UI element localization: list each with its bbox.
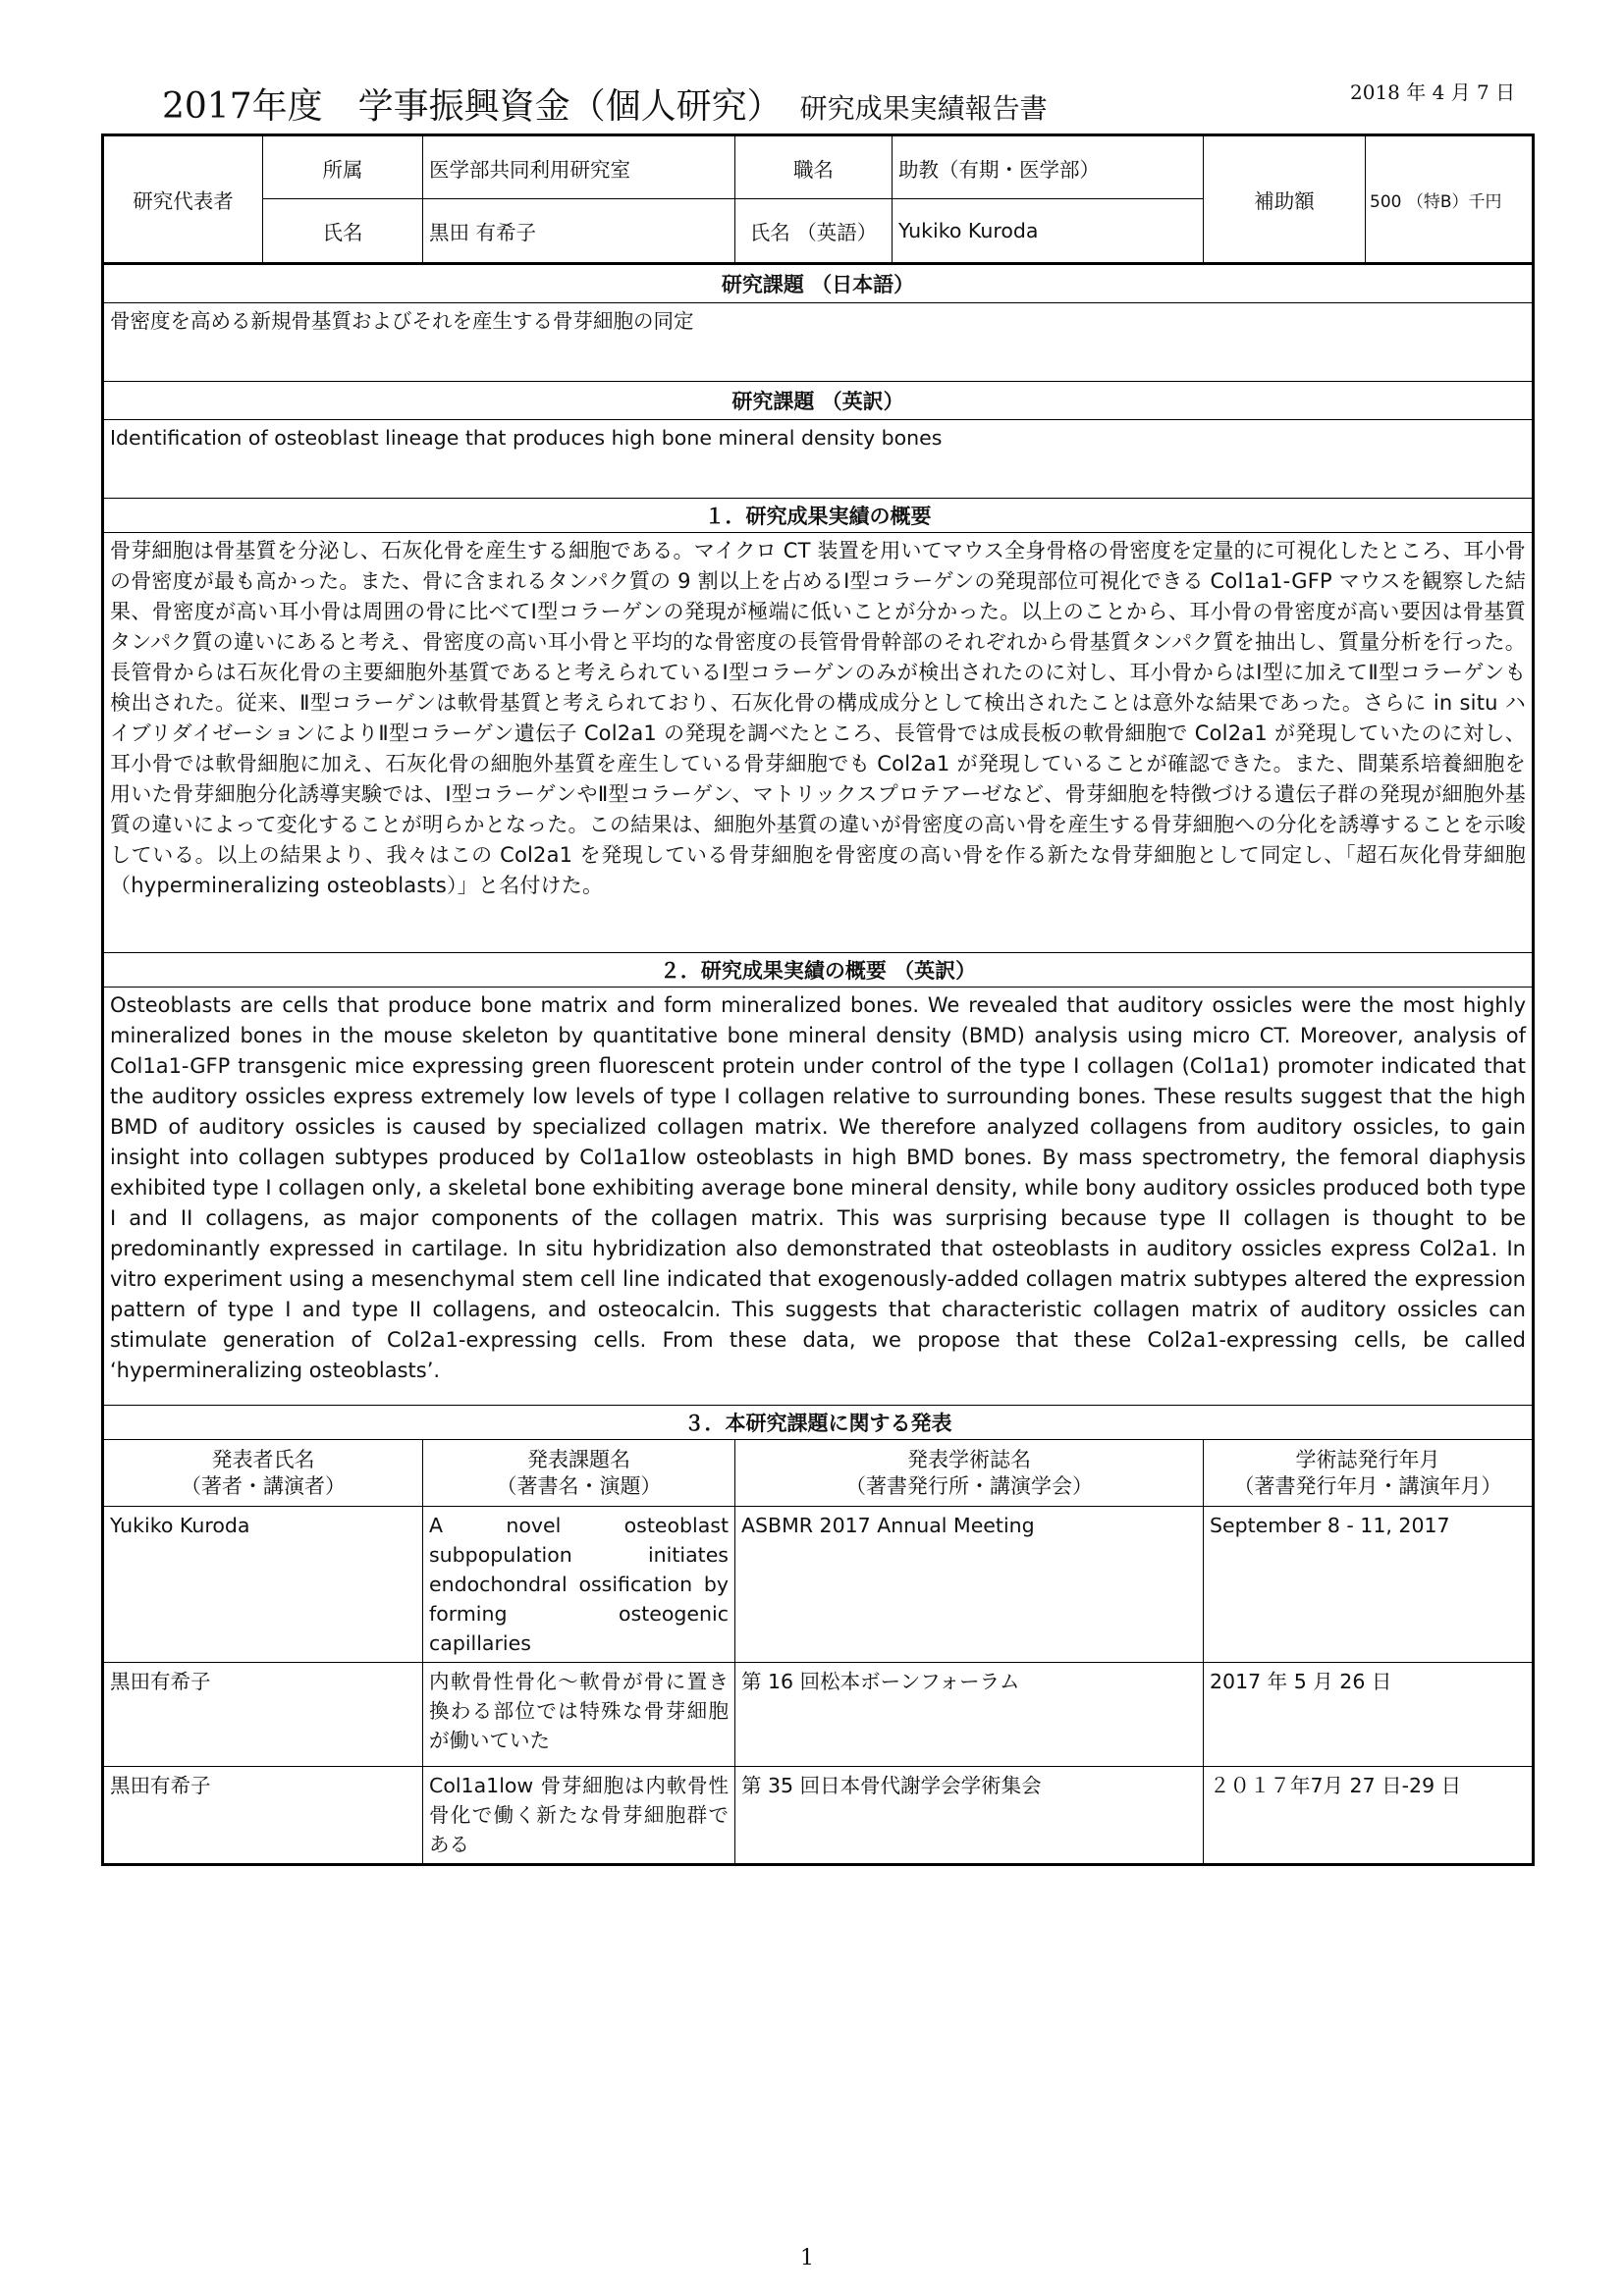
pub-row-2-venue: 第 16 回松本ボーンフォーラム [735, 1663, 1204, 1767]
affiliation-label: 所属 [263, 135, 423, 199]
topic-en-header: 研究課題 （英訳） [103, 382, 1534, 420]
title-sub: 研究成果実績報告書 [799, 92, 1048, 125]
grant-value: 500 （特B）千円 [1366, 135, 1534, 264]
document-title [162, 79, 1048, 129]
pub-row-3-presenter: 黒田有希子 [103, 1767, 423, 1865]
summary-ja-text: 骨芽細胞は骨基質を分泌し、石灰化骨を産生する細胞である。マイクロ CT 装置を用いてマウス全身骨格の骨密度を定量的に可視化したところ、耳小骨の骨密度が最も高かった。また、骨に含まれるタンパク質の 9 割以上を占めるⅠ型コラーゲンの発現部位可視化できる Col1a1-GFP マウスを観察した結果、骨密度が高い耳小骨は周囲の骨に比べてⅠ型コラーゲンの発現が極端に低いことが分かった。以上のことから、耳小骨の骨密度が高い要因は骨基質タンパク質の違いにあると考え、骨密度の高い耳小骨と平均的な骨密度の長管骨骨幹部のそれぞれから骨基質タンパク質を抽出し、質量分析を行った。長管骨からは石灰化骨の主要細胞外基質であると考えられているⅠ型コラーゲンのみが検出されたのに対し、耳小骨からはⅠ型に加えてⅡ型コラーゲンも検出された。従来、Ⅱ型コラーゲンは軟骨基質と考えられており、石灰化骨の構成成分として検出されたことは意外な結果であった。さらに in situ ハイブリダイゼーションによりⅡ型コラーゲン遺伝子 Col2a1 の発現を調べたところ、長管骨では成長板の軟骨細胞で Col2a1 が発現していたのに対し、耳小骨では軟骨細胞に加え、石灰化骨の細胞外基質を産生している骨芽細胞でも Col2a1 が発現していることが確認できた。また、間葉系培養細胞を用いた骨芽細胞分化誘導実験では、Ⅰ型コラーゲンやⅡ型コラーゲン、マトリックスプロテアーゼなど、骨芽細胞を特徴づける遺伝子群の発現が細胞外基質の違いによって変化することが明らかとなった。この結果は、細胞外基質の違いが骨密度の高い骨を産生する骨芽細胞への分化を誘導することを示唆している。以上の結果より、我々はこの Col2a1 を発現している骨芽細胞を骨密度の高い骨を作る新たな骨芽細胞として同定し、「超石灰化骨芽細胞（hypermineralizing osteoblasts）」と名付けた。 [103, 533, 1534, 953]
pub-row-2-date: 2017 年 5 月 26 日 [1204, 1663, 1534, 1767]
topic-ja-text: 骨密度を高める新規骨基質およびそれを産生する骨芽細胞の同定 [103, 303, 1534, 382]
summary-en-text: Osteoblasts are cells that produce bone matrix and form mineralized bones. We revealed that auditory ossicles were the most highly mineralized bones in the mouse skeleton by quantitative bone mineral density (BMD) analysis using micro CT. Moreover, analysis of Col1a1-GFP transgenic mice expressing green fluorescent protein under control of the type I collagen (Col1a1) promoter indicated that the auditory ossicles express extremely low levels of type I collagen relative to surrounding bones. These results suggest that the high BMD of auditory ossicles is caused by specialized collagen matrix. We therefore analyzed collagens from auditory ossicles, to gain insight into collagen subtypes produced by Col1a1low osteoblasts in high BMD bones. By mass spectrometry, the femoral diaphysis exhibited type I collagen only, a skeletal bone exhibiting average bone mineral density, while bony auditory ossicles produced both type I and II collagens, as major components of the collagen matrix. This was surprising because type II collagen is thought to be predominantly expressed in cartilage. In situ hybridization also demonstrated that osteoblasts in auditory ossicles express Col2a1. In vitro experiment using a mesenchymal stem cell line indicated that exogenously-added collagen matrix subtypes altered the expression pattern of type I and type II collagens, and osteocalcin. This suggests that characteristic collagen matrix of auditory ossicles can stimulate generation of Col2a1-expressing cells. From these data, we propose that these Col2a1-expressing cells, be called ‘hypermineralizing osteoblasts’. [103, 988, 1534, 1406]
pub-row-1-venue: ASBMR 2017 Annual Meeting [735, 1507, 1204, 1663]
publications-header: ３．本研究課題に関する発表 [103, 1406, 1534, 1440]
pub-row-3-title: Col1a1low 骨芽細胞は内軟骨性骨化で働く新たな骨芽細胞群である [423, 1767, 735, 1865]
report-date: 2018 年 4 月 7 日 [1350, 80, 1516, 104]
name-en-value: Yukiko Kuroda [893, 199, 1204, 264]
name-label: 氏名 [263, 199, 423, 264]
pub-col-venue: 発表学術誌名 （著書発行所・講演学会） [735, 1440, 1204, 1507]
position-value: 助教（有期・医学部） [893, 135, 1204, 199]
pub-row-1-date: September 8 - 11, 2017 [1204, 1507, 1534, 1663]
summary-en-header: ２．研究成果実績の概要 （英訳） [103, 953, 1534, 988]
pub-col-presenter: 発表者氏名 （著者・講演者） [103, 1440, 423, 1507]
pub-row-2-title: 内軟骨性骨化～軟骨が骨に置き換わる部位では特殊な骨芽細胞が働いていた [423, 1663, 735, 1767]
title-main: 2017年度 学事振興資金（個人研究） [162, 86, 783, 127]
pub-row-1-presenter: Yukiko Kuroda [103, 1507, 423, 1663]
pub-row-2-presenter: 黒田有希子 [103, 1663, 423, 1767]
pub-col-title: 発表課題名 （著書名・演題） [423, 1440, 735, 1507]
page-number: 1 [800, 2246, 814, 2270]
name-en-label: 氏名 （英語） [735, 199, 893, 264]
position-label: 職名 [735, 135, 893, 199]
name-value: 黒田 有希子 [423, 199, 735, 264]
summary-ja-header: １．研究成果実績の概要 [103, 499, 1534, 533]
pub-col-date: 学術誌発行年月 （著書発行年月・講演年月） [1204, 1440, 1534, 1507]
pub-row-1-title: A novel osteoblast subpopulation initiates endochondral ossification by forming osteogenic capillaries [423, 1507, 735, 1663]
pub-row-3-venue: 第 35 回日本骨代謝学会学術集会 [735, 1767, 1204, 1865]
topic-en-text: Identification of osteoblast lineage that produces high bone mineral density bones [103, 420, 1534, 499]
pub-row-3-date: ２０１７年7月 27 日-29 日 [1204, 1767, 1534, 1865]
grant-label: 補助額 [1204, 135, 1366, 264]
report-table [101, 133, 1535, 1866]
topic-ja-header: 研究課題 （日本語） [103, 264, 1534, 303]
representative-label: 研究代表者 [103, 135, 263, 264]
affiliation-value: 医学部共同利用研究室 [423, 135, 735, 199]
